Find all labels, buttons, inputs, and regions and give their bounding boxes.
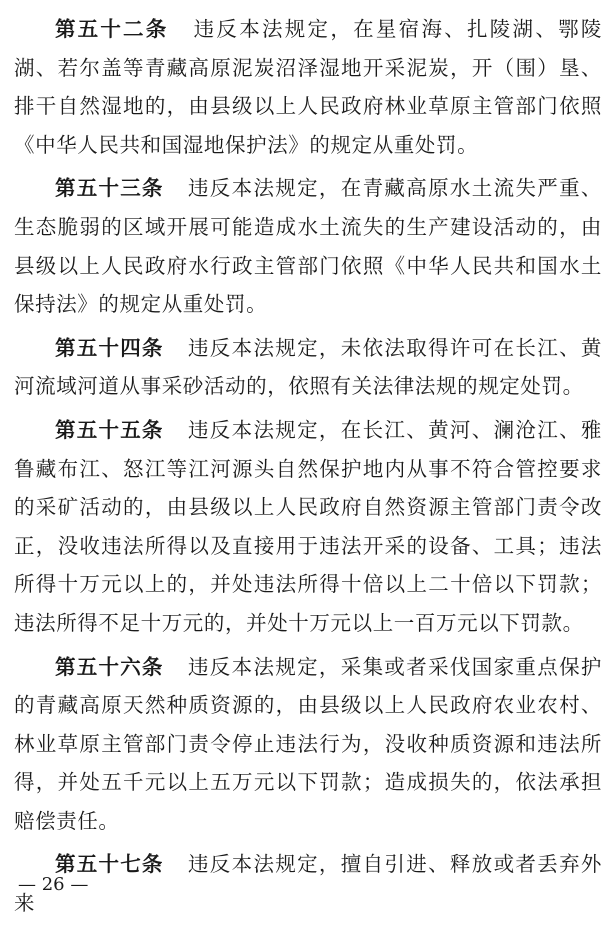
article-text: 违反本法规定，在长江、黄河、澜沧江、雅鲁藏布江、怒江等江河源头自然保护地内从事不符合管控要求的采矿活动的，由县级以上人民政府自然资源主管部门责令改正，没收违法所得以及直接用于违法开采的设备、工具；违法所得十万元以上的，并处违法所得十倍以上二十倍以下罚款；违法所得不足十万元的，并处十万元以上一百万元以下罚款。	[14, 417, 602, 635]
article-number: 第五十七条	[55, 852, 164, 877]
article-57	[14, 845, 602, 922]
article-text: 违反本法规定，未依法取得许可在长江、黄河流域河道从事采砂活动的，依照有关法律法规的规定处罚。	[14, 335, 602, 399]
article-text: 违反本法规定，采集或者采伐国家重点保护的青藏高原天然种质资源的，由县级以上人民政府农业农村、林业草原主管部门责令停止违法行为，没收种质资源和违法所得，并处五千元以上五万元以下罚款；造成损失的，依法承担赔偿责任。	[14, 654, 602, 833]
article-56	[14, 648, 602, 841]
article-54	[14, 329, 602, 406]
article-number: 第五十六条	[55, 654, 164, 679]
article-text: 违反本法规定，在青藏高原水土流失严重、生态脆弱的区域开展可能造成水土流失的生产建设活动的，由县级以上人民政府水行政主管部门依照《中华人民共和国水土保持法》的规定从重处罚。	[14, 176, 602, 317]
article-text: 违反本法规定，在星宿海、扎陵湖、鄂陵湖、若尔盖等青藏高原泥炭沼泽湿地开采泥炭，开（围）垦、排干自然湿地的，由县级以上人民政府林业草原主管部门依照《中华人民共和国湿地保护法》的规定从重处罚。	[14, 17, 602, 157]
article-52	[14, 10, 602, 164]
page-number: — 26 —	[18, 874, 89, 895]
document-body	[14, 10, 602, 928]
article-text: 违反本法规定，擅自引进、释放或者丢弃外来	[14, 852, 602, 916]
article-number: 第五十四条	[55, 335, 164, 360]
article-55	[14, 411, 602, 643]
article-number: 第五十五条	[55, 417, 164, 442]
article-number: 第五十三条	[55, 176, 164, 201]
article-number: 第五十二条	[55, 17, 169, 41]
article-53	[14, 169, 602, 323]
